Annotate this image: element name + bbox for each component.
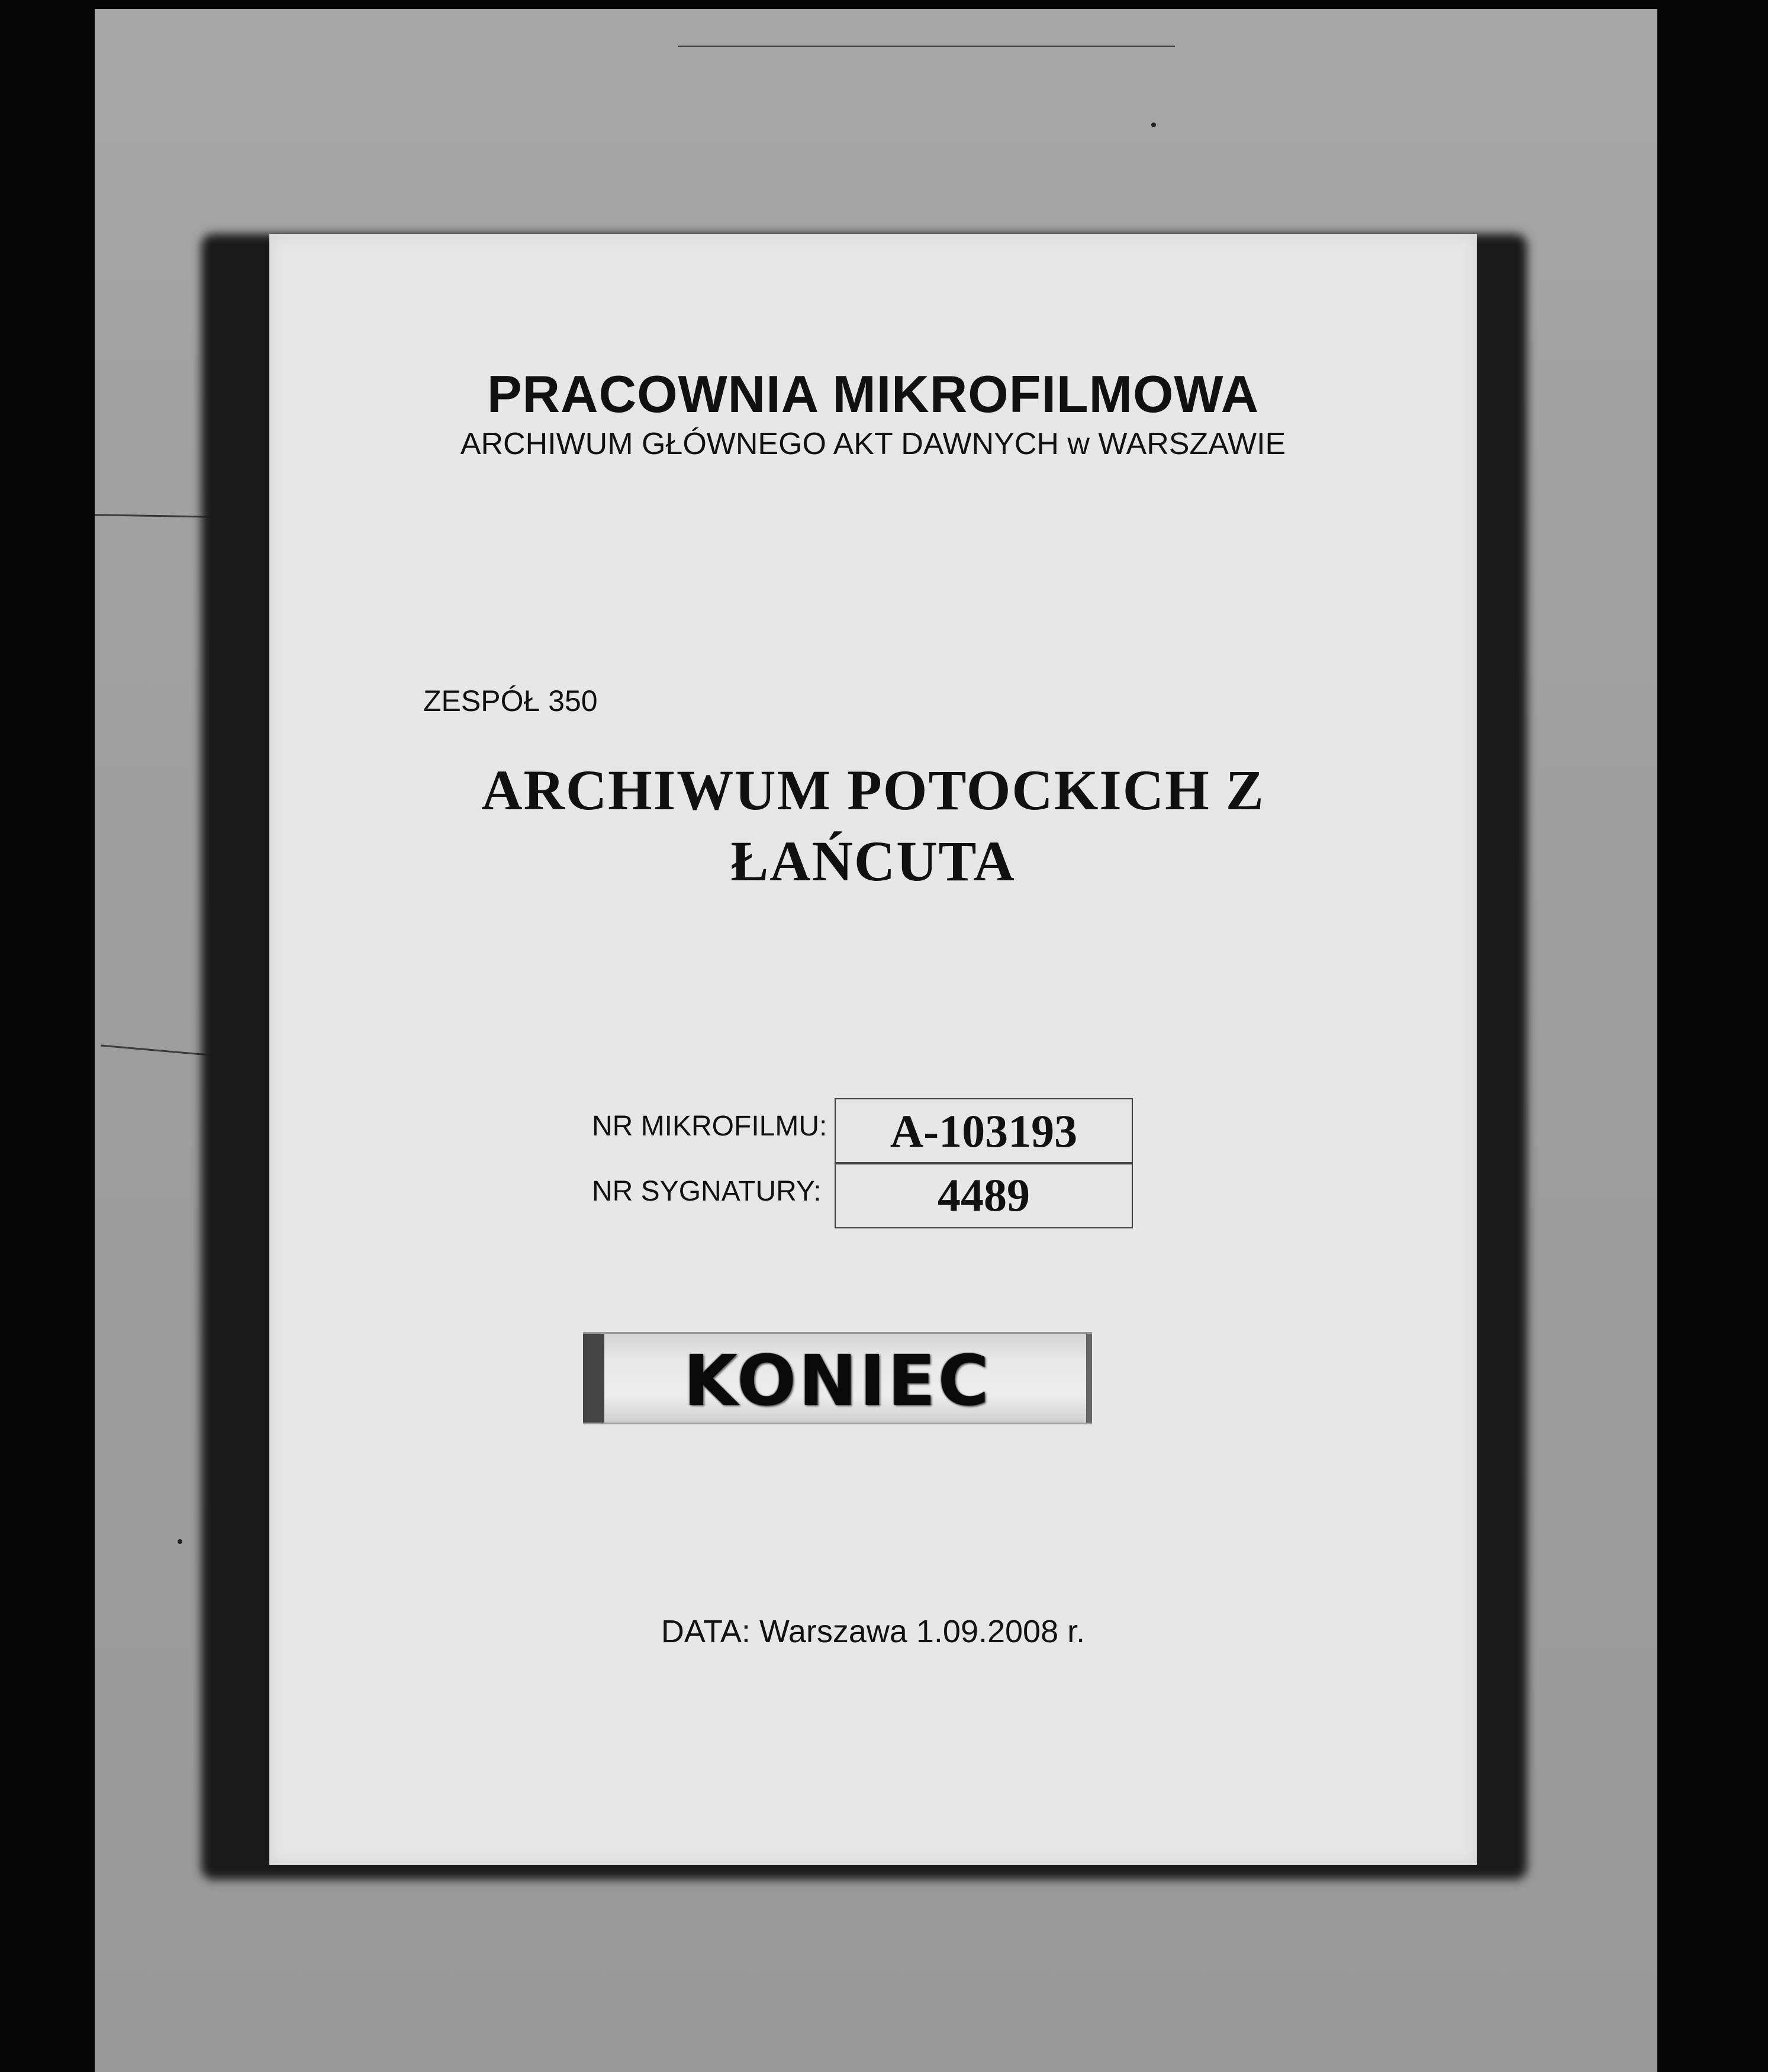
- signature-number-box: 4489: [835, 1162, 1133, 1228]
- signature-label: NR SYGNATURY:: [592, 1176, 822, 1207]
- board-speck: [1151, 123, 1156, 127]
- board-scratch: [678, 46, 1175, 47]
- archive-subtitle: ARCHIWUM GŁÓWNEGO AKT DAWNYCH w WARSZAWIE: [460, 427, 1286, 461]
- fonds-number: ZESPÓŁ 350: [423, 684, 598, 718]
- microfilm-label: NR MIKROFILMU:: [592, 1111, 827, 1142]
- end-marker-text: KONIEC: [683, 1340, 992, 1421]
- board-speck: [178, 1539, 182, 1544]
- end-marker-strip: [583, 1332, 1092, 1424]
- date-line: DATA: Warszawa 1.09.2008 r.: [661, 1614, 1086, 1649]
- microfilm-number-box: A-103193: [835, 1098, 1133, 1164]
- organization-title: PRACOWNIA MIKROFILMOWA: [487, 365, 1260, 423]
- collection-title-line-2: ŁAŃCUTA: [730, 829, 1016, 893]
- collection-title-line-1: ARCHIWUM POTOCKICH Z: [481, 758, 1265, 822]
- board-scratch: [95, 514, 219, 518]
- title-sheet: [269, 234, 1477, 1865]
- collection-title: [269, 755, 1477, 897]
